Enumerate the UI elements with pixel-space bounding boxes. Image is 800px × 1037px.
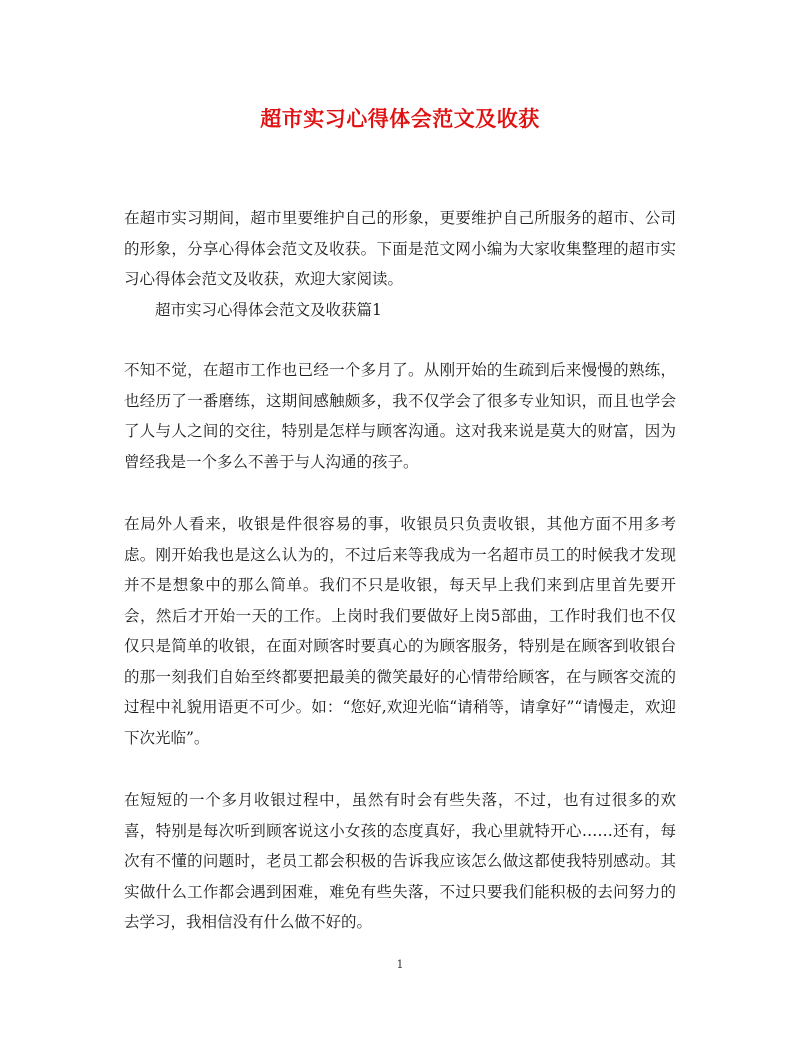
body-paragraph: 在短短的一个多月收银过程中，虽然有时会有些失落，不过，也有过很多的欢喜，特别是每次听到顾客说这小女孩的态度真好，我心里就特开心……还有，每次有不懂的问题时，老员工都会积极的告诉我应该怎么做这都使我特别感动。其实做什么工作都会遇到困难，难免有些失落，不过只要我们能积极的去问努力的去学习，我相信没有什么做不好的。	[124, 791, 676, 931]
page-number: 1	[396, 958, 404, 971]
body-paragraph: 在局外人看来，收银是件很容易的事，收银员只负责收银，其他方面不用多考虑。刚开始我也是这么认为的，不过后来等我成为一名超市员工的时候我才发现并不是想象中的那么简单。我们不只是收银，每天早上我们来到店里首先要开会，然后才开始一天的工作。上岗时我们要做好上岗5部曲，工作时我们也不仅仅只是简单的收银，在面对顾客时要真心的为顾客服务，特别是在顾客到收银台的那一刻我们自始至终都要把最美的微笑最好的心情带给顾客，在与顾客交流的过程中礼貌用语更不可少。如：“您好,欢迎光临“请稍等，请拿好”“请慢走，欢迎下次光临”。	[124, 515, 676, 747]
section-subheading: 超市实习心得体会范文及收获篇1	[155, 301, 382, 319]
intro-paragraph: 在超市实习期间，超市里要维护自己的形象，更要维护自己所服务的超市、公司的形象，分享心得体会范文及收获。下面是范文网小编为大家收集整理的超市实习心得体会范文及收获，欢迎大家阅读。	[124, 209, 676, 288]
document-title: 超市实习心得体会范文及收获	[260, 106, 540, 131]
body-paragraph: 不知不觉，在超市工作也已经一个多月了。从刚开始的生疏到后来慢慢的熟练，也经历了一番磨练，这期间感触颇多，我不仅学会了很多专业知识，而且也学会了人与人之间的交往，特别是怎样与顾客沟通。这对我来说是莫大的财富，因为曾经我是一个多么不善于与人沟通的孩子。	[124, 361, 676, 471]
